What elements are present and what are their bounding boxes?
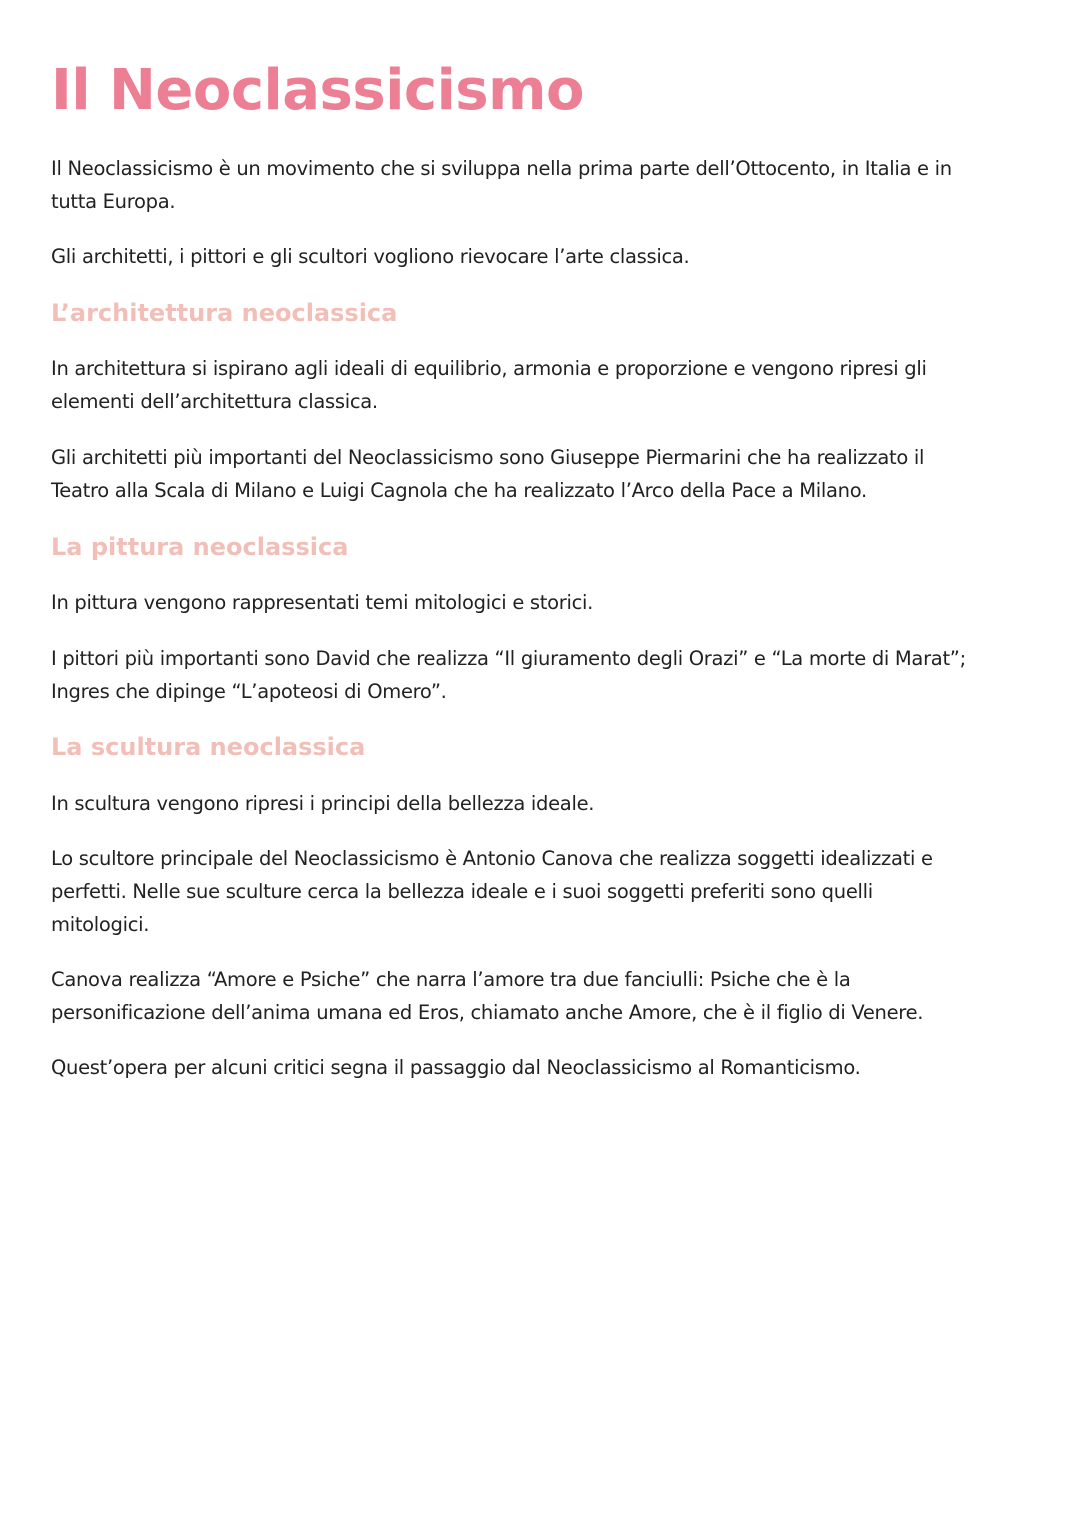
heading-scultura: La scultura neoclassica: [51, 733, 366, 761]
pittura-paragraph-1: In pittura vengono rappresentati temi mitologici e storici.: [51, 591, 594, 614]
scultura-paragraph-3: Canova realizza “Amore e Psiche” che narra l’amore tra due fanciulli: Psiche che è la personificazione dell’anima umana ed Eros, chiamato anche Amore, che è il figlio di Venere.: [51, 968, 924, 1024]
intro-paragraph-1: Il Neoclassicismo è un movimento che si sviluppa nella prima parte dell’Ottocento, in Italia e in tutta Europa.: [51, 157, 952, 213]
scultura-paragraph-4: Quest’opera per alcuni critici segna il passaggio dal Neoclassicismo al Romanticismo.: [51, 1056, 861, 1079]
intro-paragraph-2: Gli architetti, i pittori e gli scultori vogliono rievocare l’arte classica.: [51, 245, 690, 268]
heading-architettura: L’architettura neoclassica: [51, 299, 398, 327]
heading-pittura: La pittura neoclassica: [51, 533, 349, 561]
pittura-paragraph-2: I pittori più importanti sono David che realizza “Il giuramento degli Orazi” e “La morte di Marat”; Ingres che dipinge “L’apoteosi di Omero”.: [51, 647, 966, 703]
page-title: Il Neoclassicismo: [51, 58, 584, 123]
scultura-paragraph-1: In scultura vengono ripresi i principi della bellezza ideale.: [51, 792, 595, 815]
architettura-paragraph-1: In architettura si ispirano agli ideali di equilibrio, armonia e proporzione e vengono ripresi gli elementi dell’architettura classica.: [51, 357, 927, 413]
scultura-paragraph-2: Lo scultore principale del Neoclassicismo è Antonio Canova che realizza soggetti idealizzati e perfetti. Nelle sue sculture cerca la bellezza ideale e i suoi soggetti preferiti sono quelli mitologici.: [51, 847, 933, 936]
architettura-paragraph-2: Gli architetti più importanti del Neoclassicismo sono Giuseppe Piermarini che ha realizzato il Teatro alla Scala di Milano e Luigi Cagnola che ha realizzato l’Arco della Pace a Milano.: [51, 446, 925, 502]
